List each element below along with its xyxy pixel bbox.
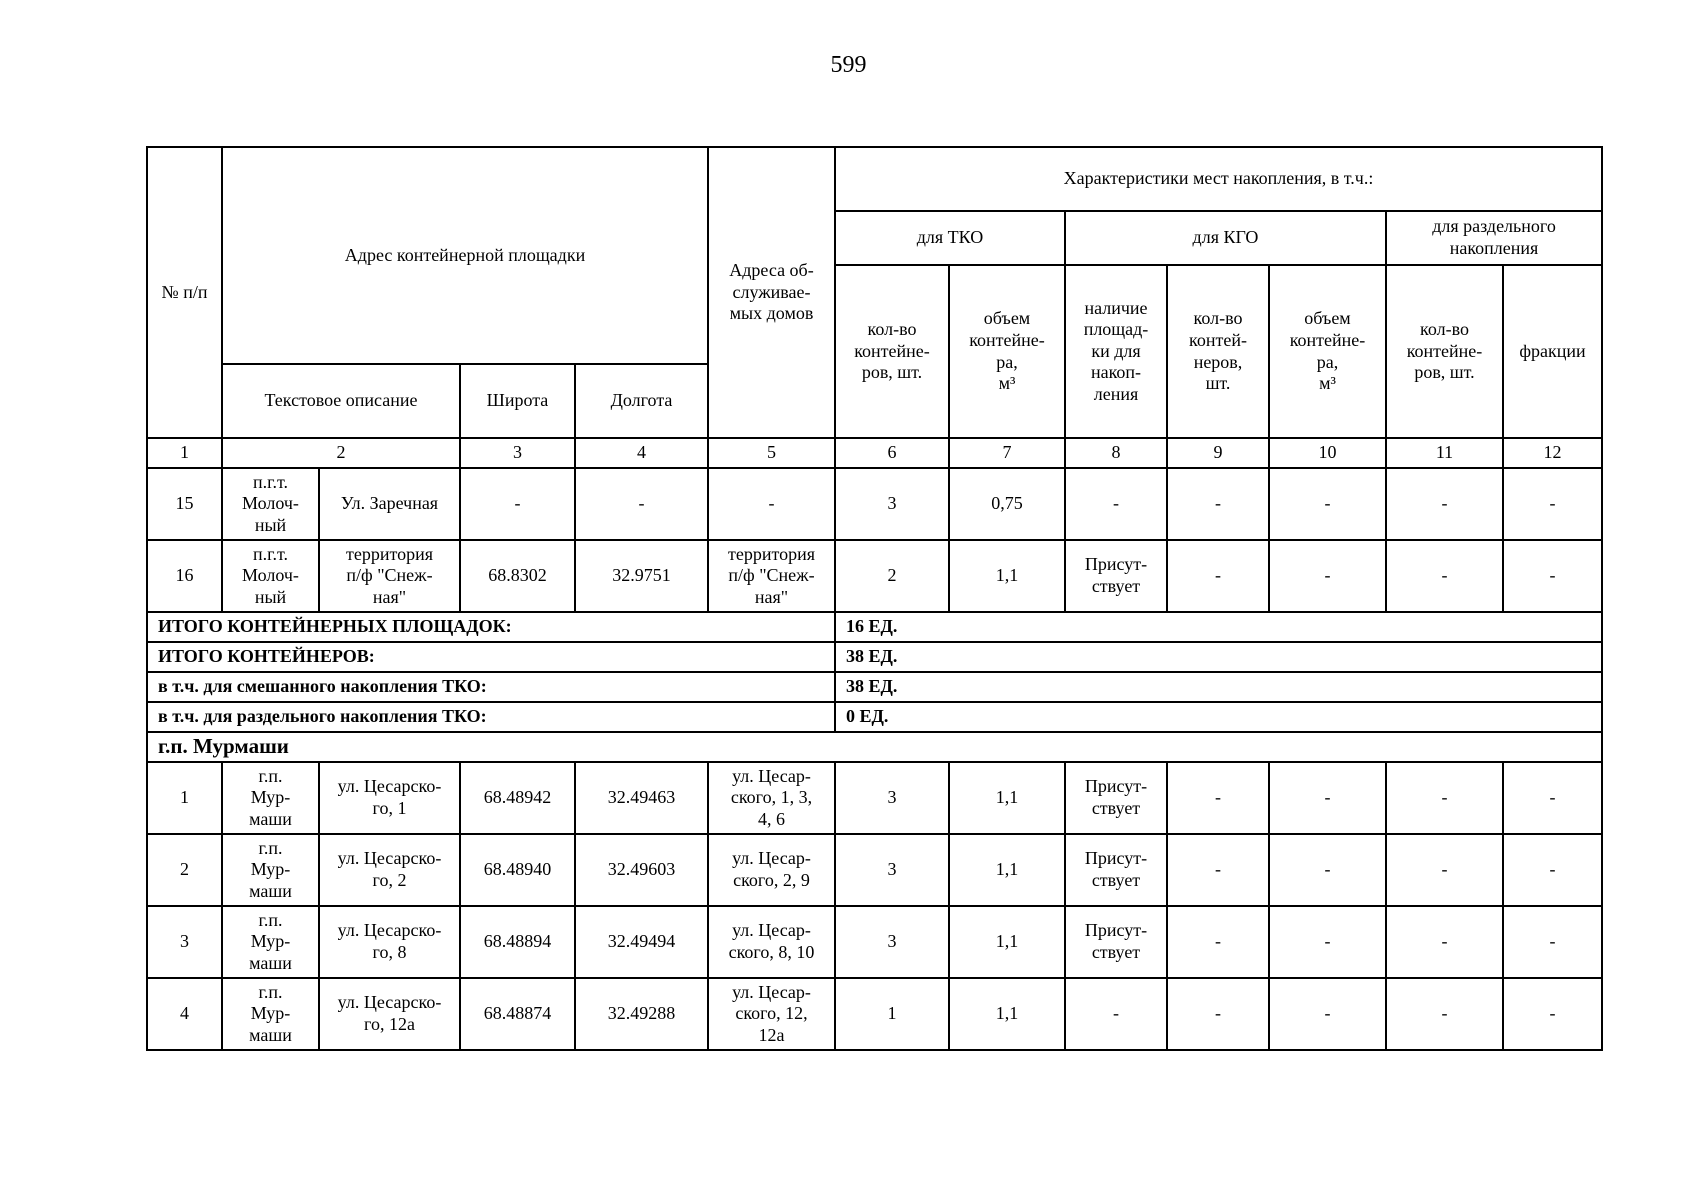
column-number: 9: [1167, 438, 1269, 468]
column-number: 5: [708, 438, 835, 468]
summary-label: ИТОГО КОНТЕЙНЕРОВ:: [147, 642, 835, 672]
rows-molochny: [147, 468, 1602, 612]
table-cell: 1: [147, 762, 222, 834]
table-cell: -: [1269, 834, 1386, 906]
table-cell: -: [708, 468, 835, 540]
table-cell: 1: [835, 978, 949, 1050]
header-sep-fractions: фракции: [1503, 265, 1602, 438]
column-number: 8: [1065, 438, 1167, 468]
table-cell: -: [1503, 468, 1602, 540]
header-kgo-count: кол-во контей- неров, шт.: [1167, 265, 1269, 438]
table-cell: 32.49463: [575, 762, 708, 834]
table-cell: г.п. Мур- маши: [222, 762, 319, 834]
header-kgo-site: наличие площад- ки для накоп- ления: [1065, 265, 1167, 438]
table-cell: -: [1269, 762, 1386, 834]
table-cell: -: [575, 468, 708, 540]
table-cell: -: [1167, 906, 1269, 978]
table-cell: 32.49288: [575, 978, 708, 1050]
column-number: 2: [222, 438, 460, 468]
section-title: г.п. Мурмаши: [147, 732, 1602, 762]
section-murmashi: [147, 732, 1602, 762]
table-cell: 2: [835, 540, 949, 612]
summary-value: 38 ЕД.: [835, 642, 1602, 672]
table-cell: 1,1: [949, 906, 1065, 978]
table-cell: ул. Цесарско- го, 12а: [319, 978, 460, 1050]
table-cell: 2: [147, 834, 222, 906]
table-cell: -: [1269, 540, 1386, 612]
summary-label: в т.ч. для раздельного накопления ТКО:: [147, 702, 835, 732]
table-cell: 1,1: [949, 834, 1065, 906]
table-cell: ул. Цесар- ского, 1, 3, 4, 6: [708, 762, 835, 834]
header-address: Адрес контейнерной площадки: [222, 147, 708, 364]
table-cell: Присут- ствует: [1065, 906, 1167, 978]
header-served-houses: Адреса об- служивае- мых домов: [708, 147, 835, 438]
column-number: 1: [147, 438, 222, 468]
table-cell: -: [1386, 978, 1503, 1050]
rows-murmashi: [147, 762, 1602, 1050]
summary-row: [147, 702, 1602, 732]
table-cell: 0,75: [949, 468, 1065, 540]
table-cell: г.п. Мур- маши: [222, 834, 319, 906]
table-cell: -: [1269, 906, 1386, 978]
summary-label: ИТОГО КОНТЕЙНЕРНЫХ ПЛОЩАДОК:: [147, 612, 835, 642]
column-number: 3: [460, 438, 575, 468]
table-cell: 68.48874: [460, 978, 575, 1050]
table-cell: 68.48894: [460, 906, 575, 978]
table-row: [147, 834, 1602, 906]
table-cell: -: [1386, 906, 1503, 978]
table-cell: 4: [147, 978, 222, 1050]
table-cell: ул. Цесарско- го, 8: [319, 906, 460, 978]
table-cell: г.п. Мур- маши: [222, 906, 319, 978]
header-row-number: № п/п: [147, 147, 222, 438]
table-cell: территория п/ф "Снеж- ная": [708, 540, 835, 612]
header-characteristics: Характеристики мест накопления, в т.ч.:: [835, 147, 1602, 211]
table-cell: -: [1065, 468, 1167, 540]
table-cell: территория п/ф "Снеж- ная": [319, 540, 460, 612]
table-cell: 32.49494: [575, 906, 708, 978]
table-cell: Присут- ствует: [1065, 540, 1167, 612]
summary-label: в т.ч. для смешанного накопления ТКО:: [147, 672, 835, 702]
table-cell: 3: [835, 762, 949, 834]
table-cell: г.п. Мур- маши: [222, 978, 319, 1050]
table-cell: 16: [147, 540, 222, 612]
table-cell: -: [1269, 468, 1386, 540]
table-cell: -: [1386, 468, 1503, 540]
column-number: 11: [1386, 438, 1503, 468]
table-cell: 3: [835, 468, 949, 540]
header-tko-count: кол-во контейне- ров, шт.: [835, 265, 949, 438]
table-cell: Ул. Заречная: [319, 468, 460, 540]
table-cell: -: [1503, 540, 1602, 612]
summary-row: [147, 612, 1602, 642]
table-cell: -: [1386, 834, 1503, 906]
table-cell: -: [1386, 762, 1503, 834]
table-cell: -: [1386, 540, 1503, 612]
table-cell: п.г.т. Молоч- ный: [222, 540, 319, 612]
summary-value: 16 ЕД.: [835, 612, 1602, 642]
table-cell: -: [1503, 762, 1602, 834]
summary-rows: [147, 612, 1602, 732]
table-cell: 1,1: [949, 540, 1065, 612]
header-longitude: Долгота: [575, 364, 708, 438]
header-kgo: для КГО: [1065, 211, 1386, 265]
table-cell: -: [1503, 906, 1602, 978]
table-cell: 15: [147, 468, 222, 540]
column-number: 7: [949, 438, 1065, 468]
table-cell: ул. Цесарско- го, 1: [319, 762, 460, 834]
table-row: [147, 978, 1602, 1050]
table-cell: -: [1167, 762, 1269, 834]
table-cell: -: [1065, 978, 1167, 1050]
container-sites-table: [146, 146, 1603, 1051]
summary-row: [147, 642, 1602, 672]
table-row: [147, 906, 1602, 978]
header-kgo-volume: объем контейне- ра, м³: [1269, 265, 1386, 438]
table-cell: 32.9751: [575, 540, 708, 612]
summary-value: 38 ЕД.: [835, 672, 1602, 702]
table-row: [147, 468, 1602, 540]
table-cell: -: [1167, 978, 1269, 1050]
table-cell: -: [1167, 468, 1269, 540]
header-tko-volume: объем контейне- ра, м³: [949, 265, 1065, 438]
table-cell: 68.48940: [460, 834, 575, 906]
table-cell: -: [1167, 834, 1269, 906]
table-cell: 3: [835, 906, 949, 978]
table-cell: 68.8302: [460, 540, 575, 612]
table-cell: -: [1503, 978, 1602, 1050]
table-row: [147, 762, 1602, 834]
table-cell: 1,1: [949, 978, 1065, 1050]
column-number: 10: [1269, 438, 1386, 468]
table-cell: ул. Цесар- ского, 12, 12а: [708, 978, 835, 1050]
header-tko: для ТКО: [835, 211, 1065, 265]
table-cell: -: [1503, 834, 1602, 906]
table-cell: ул. Цесар- ского, 2, 9: [708, 834, 835, 906]
column-number: 6: [835, 438, 949, 468]
column-number: 4: [575, 438, 708, 468]
header-latitude: Широта: [460, 364, 575, 438]
table-cell: -: [1167, 540, 1269, 612]
table-cell: 1,1: [949, 762, 1065, 834]
table-cell: Присут- ствует: [1065, 834, 1167, 906]
summary-row: [147, 672, 1602, 702]
table-row: [147, 540, 1602, 612]
header-text-description: Текстовое описание: [222, 364, 460, 438]
table-cell: -: [460, 468, 575, 540]
summary-value: 0 ЕД.: [835, 702, 1602, 732]
column-number-row: [147, 438, 1602, 468]
table-cell: -: [1269, 978, 1386, 1050]
table-cell: 68.48942: [460, 762, 575, 834]
table-cell: 3: [835, 834, 949, 906]
page-number: 599: [830, 52, 867, 78]
table-cell: ул. Цесар- ского, 8, 10: [708, 906, 835, 978]
table-cell: п.г.т. Молоч- ный: [222, 468, 319, 540]
table-cell: 32.49603: [575, 834, 708, 906]
table-cell: ул. Цесарско- го, 2: [319, 834, 460, 906]
header-separate: для раздельного накопления: [1386, 211, 1602, 265]
header-sep-count: кол-во контейне- ров, шт.: [1386, 265, 1503, 438]
table-cell: 3: [147, 906, 222, 978]
column-number: 12: [1503, 438, 1602, 468]
table-cell: Присут- ствует: [1065, 762, 1167, 834]
